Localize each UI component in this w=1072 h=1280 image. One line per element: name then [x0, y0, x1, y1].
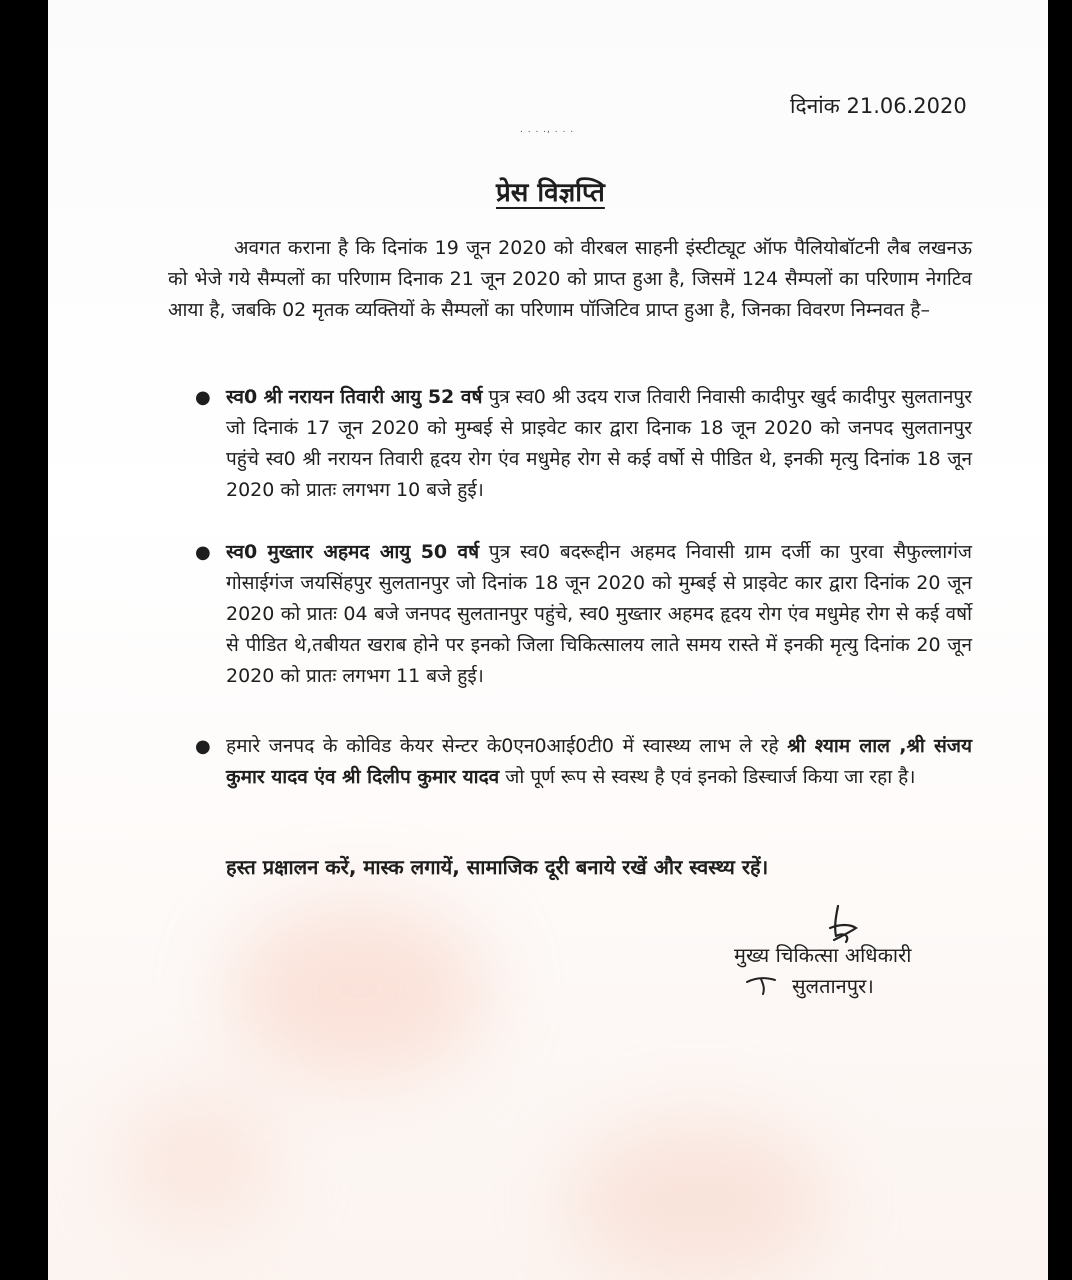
release-date: दिनांक 21.06.2020: [790, 94, 967, 118]
bullet-3-lead: हमारे जनपद के कोविड केयर सेन्टर के0एन0आई0टी0 में स्वास्थ्य लाभ ले रहे: [226, 735, 788, 757]
initial-mark-icon: [743, 968, 785, 998]
bullet-2-text: पुत्र स्व0 बदरूद्दीन अहमद निवासी ग्राम दर्जी का पुरवा सैफुल्लागंज गोसाईगंज जयसिंहपुर सुलतानपुर जो दिनांक 18 जून 2020 को मुम्बई से प्राइवेट कार द्वारा दिनांक 20 जून 2020 को प्रातः 04 बजे जनपद सुलतानपुर पहुंचे, स्व0 मुख्तार अहमद हृदय रोग एंव मधुमेह रोग से कई वर्षो से पीडित थे,तबीयत खराब होने पर इनको जिला चिकित्सालय लाते समय रास्ते में इनकी मृत्यु दिनांक 20 जून 2020 को प्रातः लगभग 11 बजे हुई।: [226, 541, 972, 687]
bullet-1-name: स्व0 श्री नरायन तिवारी आयु 52 वर्ष: [226, 386, 483, 408]
bullet-item-1: [226, 382, 972, 506]
bullet-item-2: [226, 537, 972, 692]
signatory-place: सुलतानपुर।: [792, 974, 874, 998]
bullet-item-3: [226, 731, 972, 793]
bullet-2-name: स्व0 मुख्तार अहमद आयु 50 वर्ष: [226, 541, 480, 563]
bullet-3-names: श्री श्याम लाल ,श्री संजय कुमार यादव एंव श्री दिलीप कुमार यादव: [226, 735, 973, 788]
document-page: [48, 0, 1048, 1280]
scan-marks: . . . ., . . .: [520, 125, 575, 135]
bullet-icon: ●: [195, 387, 211, 408]
page-title: प्रेस विज्ञप्ति: [496, 178, 605, 208]
signatory-designation: मुख्य चिकित्सा अधिकारी: [734, 943, 912, 967]
bullet-3-text: जो पूर्ण रूप से स्वस्थ है एवं इनको डिस्चार्ज किया जा रहा है।: [499, 766, 916, 788]
bullet-1-text: पुत्र स्व0 श्री उदय राज तिवारी निवासी कादीपुर खुर्द कादीपुर सुलतानपुर जो दिनाकं 17 जून 2020 को मुम्बई से प्राइवेट कार द्वारा दिनाक 18 जून 2020 को जनपद सुलतानपुर पहुंचे स्व0 श्री नरायन तिवारी हृदय रोग एंव मधुमेह रोग से कई वर्षो से पीडित थे, इनकी मृत्यु दिनांक 18 जून 2020 को प्रातः लगभग 10 बजे हुई।: [226, 386, 972, 501]
press-release: [48, 0, 1048, 1280]
bullet-icon: ●: [195, 542, 211, 563]
intro-paragraph: अवगत कराना है कि दिनांक 19 जून 2020 को वीरबल साहनी इंस्टीट्यूट ऑफ पैलियोबॉटनी लैब लखनऊ को भेजे गये सैम्पलों का परिणाम दिनाक 21 जून 2020 को प्राप्त हुआ है, जिसमें 124 सैम्पलों का परिणाम नेगटिव आया है, जबकि 02 मृतक व्यक्तियों के सैम्पलों का परिणाम पॉजिटिव प्राप्त हुआ है, जिनका विवरण निम्नवत है–: [168, 237, 972, 321]
bullet-icon: ●: [195, 736, 211, 757]
advice-line: हस्त प्रक्षालन करें, मास्क लगायें, सामाजिक दूरी बनाये रखें और स्वस्थ्य रहें।: [226, 855, 769, 879]
